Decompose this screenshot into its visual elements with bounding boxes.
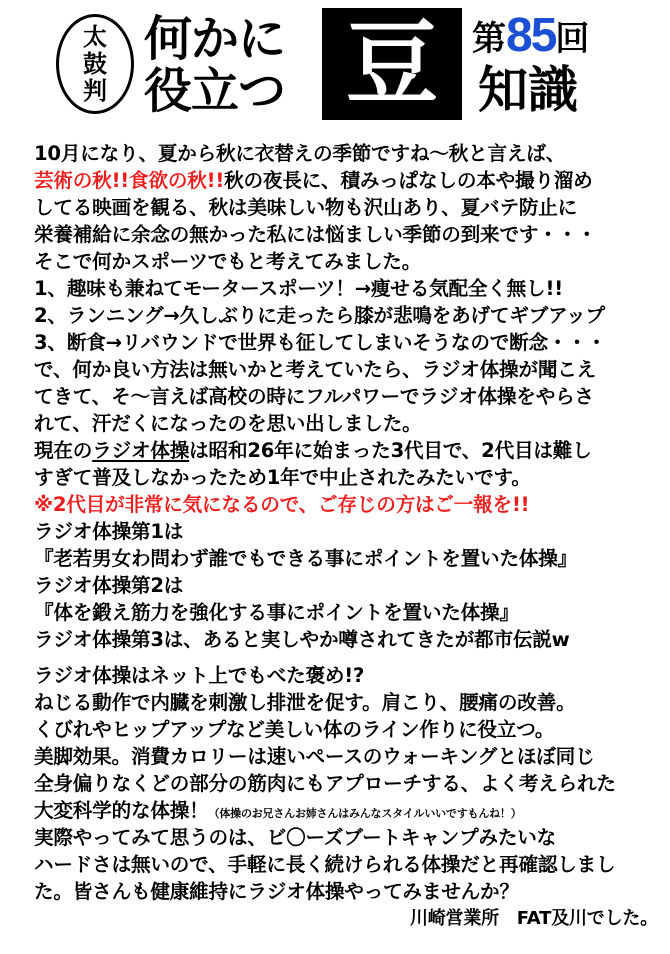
text-span: 秋の夜長に、積みっぱなしの本や撮り溜め [224, 169, 593, 192]
taikoban-seal [56, 14, 134, 114]
text-line: そこで何かスポーツでもと考えてみました。 [34, 250, 422, 273]
list-item: 1、趣味も兼ねてモータースポーツ！→痩せる気配全く無し!! [34, 277, 563, 300]
exercise-desc: 『体を鍛え筋力を強化する事にポイントを置いた体操』 [34, 601, 519, 624]
text-line [34, 167, 664, 194]
text-line: ねじる動作で内臓を刺激し排泄を促す。肩こり、腰痛の改善。 [34, 691, 576, 714]
text-line: た。皆さんも健康維持にラジオ体操やってみませんか？ [34, 880, 519, 903]
text-line: 栄養補給に余念の無かった私には悩ましい季節の到来です・・・ [34, 223, 597, 246]
issue-prefix: 第 [472, 19, 506, 59]
text-span: 大変科学的な体操！ [34, 799, 209, 822]
text-line: すぎて普及しなかったため1年で中止されたみたいです。 [34, 466, 531, 489]
text-line: れて、汗だくになったのを思い出しました。 [34, 412, 422, 435]
issue-suffix: 回 [555, 19, 590, 59]
text-line [34, 797, 664, 824]
text-span: は昭和26年に始まった3代目で、2代目は難し [189, 439, 592, 462]
list-item: 2、ランニング→久しぶりに走ったら膝が悲鳴をあげてギブアップ [34, 304, 605, 327]
issue-number-label [472, 8, 590, 62]
text-line: 10月になり、夏から秋に衣替えの季節ですね～秋と言えば、 [34, 142, 566, 165]
text-line: ラジオ体操はネット上でもべた褒め!? [34, 664, 365, 687]
text-line: ハードさは無いので、手軽に長く続けられる体操だと再確認しまし [34, 853, 616, 876]
text-line [34, 437, 664, 464]
underlined-term: ラジオ体操 [92, 439, 190, 462]
text-line: くびれやヒップアップなど美しい体のライン作りに役立つ。 [34, 718, 555, 741]
seal-char-2: 鼓 [83, 49, 107, 78]
header-banner [40, 8, 640, 120]
highlight-text: 芸術の秋!!食欲の秋!! [34, 169, 225, 192]
text-line: で、何か良い方法は無いかと考えていたら、ラジオ体操が聞こえ [34, 358, 597, 381]
red-note: ※2代目が非常に気になるので、ご存じの方はご一報を!! [34, 493, 530, 516]
title-line-1: 何かに [144, 11, 286, 67]
exercise-desc: 『老若男女わ問わず誰でもできる事にポイントを置いた体操』 [34, 547, 578, 570]
text-line: てきて、そ～言えば高校の時にフルパワーでラジオ体操をやらさ [34, 385, 594, 408]
article-body [34, 140, 664, 932]
mame-char: 豆 [345, 10, 438, 117]
seal-char-1: 太 [83, 22, 107, 51]
text-line: 実際やってみて思うのは、ビ〇ーズブートキャンプみたいな [34, 826, 557, 849]
mame-title-box [322, 8, 462, 120]
aside-note: （体操のお兄さんお姉さんはみんなスタイルいいですもんね！） [208, 807, 522, 820]
text-line: してる映画を観る、秋は美味しい物も沢山あり、夏バテ防止に [34, 196, 578, 219]
text-span: 現在の [34, 439, 93, 462]
text-line: 美脚効果。消費カロリーは速いペースのウォーキングとほぼ同じ [34, 745, 595, 768]
signature: 川崎営業所 FAT及川でした。 [409, 908, 658, 929]
knowledge-label: 知識 [478, 61, 578, 119]
exercise-title: ラジオ体操第1は [34, 520, 184, 543]
list-item: 3、断食→リバウンドで世界も征してしまいそうなので断念・・・ [34, 331, 607, 354]
text-line: 全身偏りなくどの部分の筋肉にもアプローチする、よく考えられた [34, 772, 616, 795]
issue-number: 85 [506, 9, 556, 62]
seal-char-3: 判 [83, 76, 107, 105]
exercise-title: ラジオ体操第2は [34, 574, 184, 597]
exercise-title: ラジオ体操第3は、あると実しやか噂されてきたが都市伝説w [34, 628, 570, 651]
paragraph-gap [34, 653, 664, 662]
title-line-2: 役立つ [144, 63, 286, 119]
